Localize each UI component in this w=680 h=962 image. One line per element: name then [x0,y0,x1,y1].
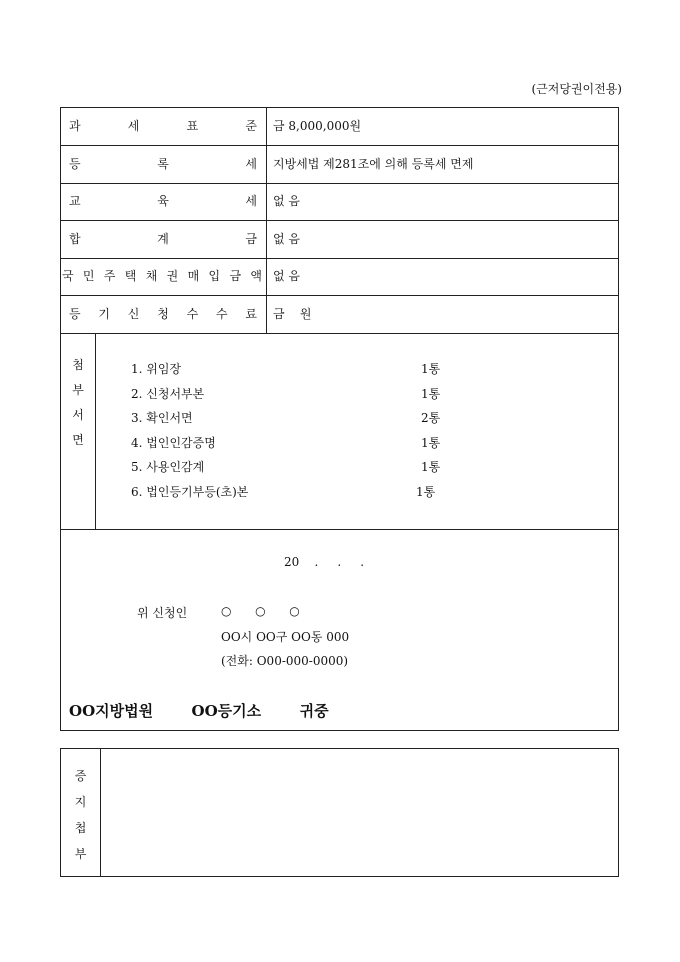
row-value: 금 원 [273,306,312,321]
table-row [61,296,618,334]
divider [100,749,101,876]
attachment-count: 1통 [421,386,441,401]
form-type-note: (근저당권이전용) [531,82,622,96]
row-value: 금 8,000,000원 [273,119,362,133]
attachment-name: 6. 법인등기부등(초)본 [131,484,249,499]
applicant-address: OO시 OO구 OO동 000 [221,630,350,644]
divider [266,258,267,295]
stamp-attachment-box [60,748,619,877]
attachments-section [61,333,618,530]
attachment-name: 5. 사용인감계 [131,460,205,474]
court-addressee: OO지방법원 OO등기소 귀중 [69,702,329,720]
stamp-label-char: 부 [74,847,87,861]
attachments-label-char: 첨 [72,358,84,372]
stamp-label [61,763,100,867]
attachments-label-char: 서 [72,408,84,422]
row-value: 없 음 [273,194,300,208]
row-label: 교 육 세 [69,194,257,208]
attachment-count: 1통 [421,435,441,450]
table-row [61,258,618,296]
stamp-label-char: 지 [74,795,87,809]
date-line: 20 . . . [284,555,365,569]
attachment-name: 4. 법인인감증명 [131,435,216,450]
divider [266,296,267,333]
divider [95,333,96,529]
table-row [61,221,618,259]
row-label: 등 록 세 [69,156,257,171]
attachment-name: 2. 신청서부본 [131,386,205,401]
table-row [61,183,618,221]
attachment-count: 1통 [421,362,441,376]
table-row [61,146,618,184]
row-label: 등 기 신 청 수 수 료 [69,306,257,321]
row-value: 없 음 [273,269,300,283]
attachment-count: 2통 [421,411,441,425]
row-value: 없 음 [273,231,300,246]
stamp-label-char: 첩 [74,821,87,835]
divider [266,183,267,220]
row-value: 지방세법 제281조에 의해 등록세 면제 [273,156,474,171]
application-table [60,107,619,731]
attachment-name: 1. 위임장 [131,362,182,376]
attachment-count: 1통 [421,460,441,474]
attachments-label-char: 면 [72,433,84,447]
row-label: 합 계 금 [69,231,257,246]
divider [266,221,267,258]
attachments-label [61,353,95,453]
row-label: 국 민 주 택 채 권 매 입 금 액 [62,269,262,283]
applicant-label: 위 신청인 [137,606,188,620]
applicant-phone: (전화: O00-000-0000) [221,654,349,668]
attachment-count: 1통 [416,484,436,499]
row-label: 과 세 표 준 [69,119,257,133]
attachments-label-char: 부 [72,383,84,397]
stamp-label-char: 증 [74,769,87,783]
applicant-name: ○ ○ ○ [221,604,300,618]
table-row [61,108,618,146]
divider [266,108,267,145]
divider [266,146,267,183]
attachment-name: 3. 확인서면 [131,411,193,425]
